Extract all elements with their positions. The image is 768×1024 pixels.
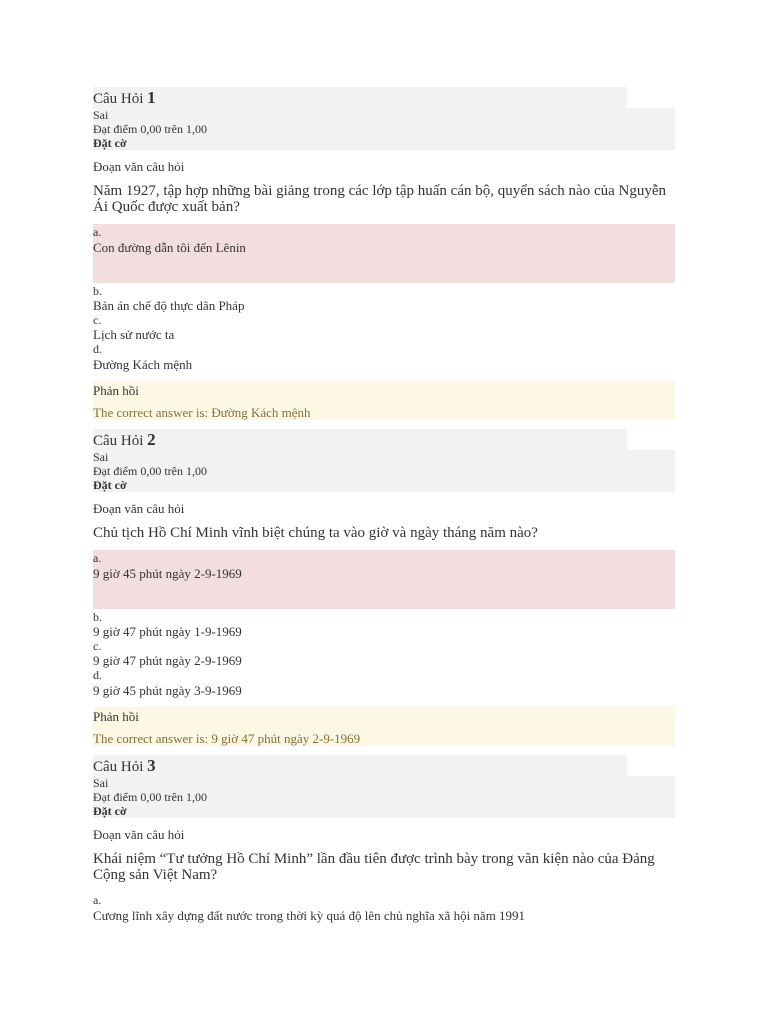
question-title-prefix: Câu Hỏi [93,91,144,107]
feedback-panel [93,381,675,420]
question-grade: Đạt điểm 0,00 trên 1,00 [93,464,207,478]
answer-option-text: 9 giờ 45 phút ngày 3-9-1969 [93,683,242,698]
feedback-title: Phản hồi [93,383,139,398]
answer-option-letter: c. [93,313,102,327]
question-title-prefix: Câu Hỏi [93,759,144,775]
answer-option-text: 9 giờ 47 phút ngày 2-9-1969 [93,653,242,668]
question-text-label: Đoạn văn câu hỏi [93,827,185,842]
question-state: Sai [93,108,109,122]
question-info-header [93,429,627,450]
answer-option-letter: a. [93,225,102,239]
question-text: Chủ tịch Hồ Chí Minh vĩnh biệt chúng ta vào giờ và ngày tháng năm nào? [93,525,538,541]
question-title [93,89,156,108]
question-text: Năm 1927, tập hợp những bài giảng trong các lớp tập huấn cán bộ, quyển sách nào của Nguyễn Ái Quốc được xuất bản? [93,183,667,215]
question-text: Khái niệm “Tư tưởng Hồ Chí Minh” lần đầu tiên được trình bày trong văn kiện nào của Đảng Cộng sản Việt Nam? [93,851,655,883]
answer-option-text: Đường Kách mệnh [93,357,193,372]
correct-answer-text: The correct answer is: Đường Kách mệnh [93,405,311,420]
question-text-label: Đoạn văn câu hỏi [93,159,185,174]
question-number: 3 [147,756,156,775]
question-title [93,757,156,776]
answer-option-letter: a. [93,551,102,565]
question-info-header [93,755,627,776]
question-grade: Đạt điểm 0,00 trên 1,00 [93,122,207,136]
flag-question-link[interactable]: Đặt cờ [93,478,127,492]
question-info-header [93,87,627,108]
answer-option-text: Cương lĩnh xây dựng đất nước trong thời kỳ quá độ lên chủ nghĩa xã hội năm 1991 [93,908,526,923]
answer-option-letter: c. [93,639,102,653]
answer-option-letter: a. [93,893,102,907]
answer-option-letter: d. [93,342,102,356]
answer-option-text: 9 giờ 47 phút ngày 1-9-1969 [93,624,242,639]
question-number: 2 [147,430,156,449]
question-title [93,431,156,450]
answer-option-letter: b. [93,610,102,624]
question-grade: Đạt điểm 0,00 trên 1,00 [93,790,207,804]
answer-option-text: Lịch sử nước ta [93,327,175,342]
question-state: Sai [93,776,109,790]
correct-answer-text: The correct answer is: 9 giờ 47 phút ngày 2-9-1969 [93,731,361,746]
flag-question-link[interactable]: Đặt cờ [93,804,127,818]
question-title-prefix: Câu Hỏi [93,433,144,449]
answer-option-text: Bản án chế độ thực dân Pháp [93,298,245,313]
answer-option-letter: b. [93,284,102,298]
answer-option-text: Con đường dẫn tôi đến Lênin [93,240,246,255]
flag-question-link[interactable]: Đặt cờ [93,136,127,150]
feedback-title: Phản hồi [93,709,139,724]
question-state: Sai [93,450,109,464]
question-number: 1 [147,88,156,107]
feedback-panel [93,707,675,746]
answer-option-letter: d. [93,668,102,682]
answer-option-text: 9 giờ 45 phút ngày 2-9-1969 [93,566,242,581]
question-text-label: Đoạn văn câu hỏi [93,501,185,516]
